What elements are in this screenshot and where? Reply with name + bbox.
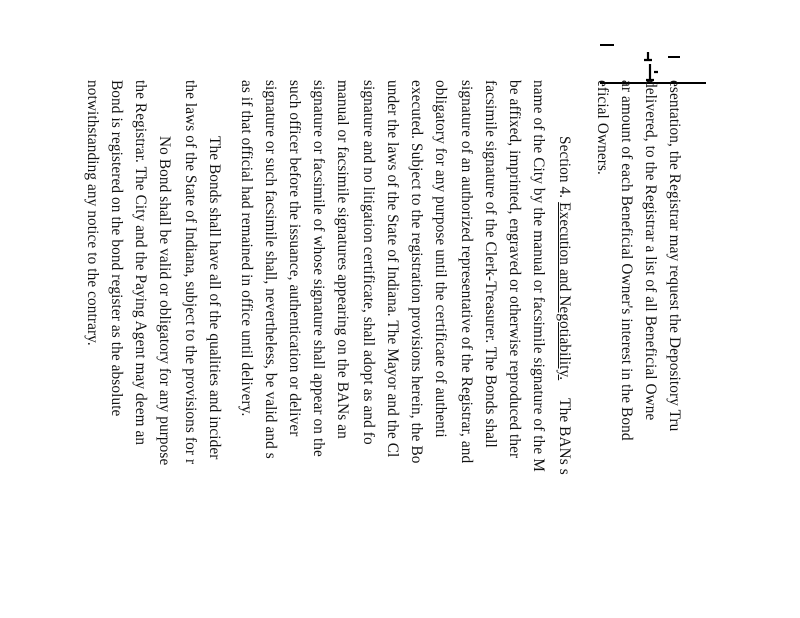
section-heading: Execution and Negotiability. — [556, 202, 573, 381]
text-line: The BANs s — [556, 398, 573, 475]
text-line: facsimile signature of the Clerk-Treasurer. The Bonds shall — [482, 80, 499, 448]
text-line: notwithstanding any notice to the contrary. — [84, 80, 101, 346]
text-line: Bond is registered on the bond register as the absolute — [108, 80, 125, 417]
rotated-text-block — [82, 80, 682, 618]
section-heading-line — [557, 80, 572, 475]
text-line: signature of an authorized representative of the Registrar, and — [458, 80, 475, 464]
text-line: The Bonds shall have all of the qualities and incider — [206, 136, 223, 460]
text-line: signature and no litigation certificate, shall adopt as and fo — [360, 80, 377, 445]
text-line: No Bond shall be valid or obligatory for any purpose — [156, 136, 173, 466]
edge-tick-mark — [668, 56, 680, 58]
text-line: under the laws of the State of Indiana. The Mayor and the Cl — [384, 80, 401, 458]
text-line: esentation, the Registrar may request the Depository Tru — [666, 80, 683, 432]
section-number: Section 4. — [556, 136, 573, 199]
text-line: be affixed, imprinted, engraved or otherwise reproduced ther — [506, 80, 523, 459]
text-line: the Registrar. The City and the Paying Agent may deem an — [132, 80, 149, 446]
edge-tick-mark — [600, 44, 614, 46]
text-line: delivered, to the Registrar a list of all Beneficial Owne — [642, 80, 659, 421]
text-line: as if that official had remained in office until delivery. — [238, 80, 255, 417]
text-line: the laws of the State of Indiana, subject to the provisions for r — [182, 80, 199, 465]
text-line: name of the City by the manual or facsimile signature of the M — [530, 80, 547, 472]
text-line: such officer before the issuance, authentication or deliver — [286, 80, 303, 437]
text-line: signature or facsimile of whose signature shall appear on the — [310, 80, 327, 457]
text-line: eficial Owners. — [594, 80, 611, 175]
text-line: ar amount of each Beneficial Owner's interest in the Bond — [618, 80, 635, 441]
text-line: signature or such facsimile shall, nevertheless, be valid and s — [262, 80, 279, 459]
text-line: manual or facsimile signatures appearing on the BANs an — [334, 80, 351, 439]
text-line: obligatory for any purpose until the certificate of authenti — [432, 80, 449, 438]
text-line: executed. Subject to the registration provisions herein, the Bo — [408, 80, 425, 464]
